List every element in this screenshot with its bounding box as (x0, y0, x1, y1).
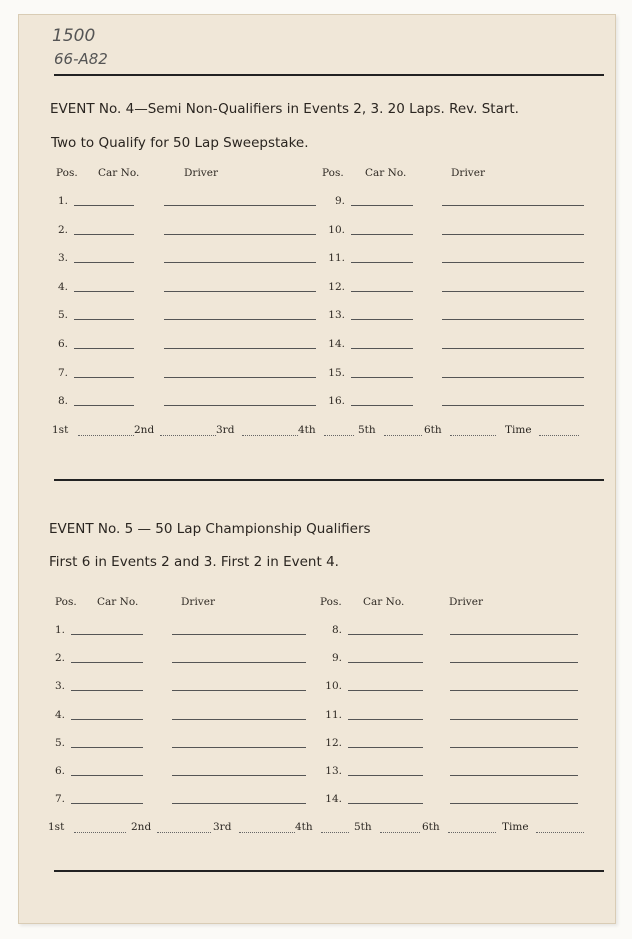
event5-pos-number: 12. (325, 736, 342, 749)
event5-car-number-field[interactable] (71, 634, 143, 635)
event5-finish-label: Time (502, 821, 529, 833)
event4-finish-field[interactable] (160, 435, 216, 436)
event4-driver-field[interactable] (164, 262, 316, 263)
event4-driver-field[interactable] (442, 319, 584, 320)
event4-pos-header-right: Pos. (322, 167, 344, 179)
event4-pos-number: 13. (328, 309, 345, 322)
event5-driver-field[interactable] (450, 662, 578, 663)
event5-finish-field[interactable] (536, 832, 584, 833)
event5-driver-field[interactable] (172, 634, 306, 635)
event5-finish-label: 6th (422, 821, 440, 833)
event4-car-number-field[interactable] (351, 262, 413, 263)
event5-pos-number: 6. (54, 765, 65, 777)
event4-subtitle: Two to Qualify for 50 Lap Sweepstake. (51, 135, 309, 151)
event5-pos-number: 13. (325, 765, 342, 777)
event4-driver-field[interactable] (442, 348, 584, 349)
event4-finish-field[interactable] (324, 435, 354, 436)
event5-driver-field[interactable] (450, 634, 578, 635)
event4-driver-field[interactable] (442, 234, 584, 235)
event5-car-number-field[interactable] (348, 662, 423, 663)
event5-car-number-field[interactable] (71, 803, 143, 804)
event4-finish-field[interactable] (450, 435, 496, 436)
event4-pos-number: 5. (57, 309, 68, 322)
event5-finish-field[interactable] (321, 832, 349, 833)
event5-car-number-field[interactable] (71, 662, 143, 663)
event4-finish-field[interactable] (242, 435, 298, 436)
event4-pos-number: 6. (57, 338, 68, 350)
event5-bottom-rule (54, 870, 604, 872)
event4-finish-label: 5th (358, 424, 376, 436)
event4-car-number-field[interactable] (351, 348, 413, 349)
event4-car-header-left: Car No. (98, 167, 140, 179)
event4-finish-label: 3rd (216, 424, 235, 436)
event5-pos-number: 5. (54, 736, 65, 749)
event5-car-number-field[interactable] (348, 747, 423, 748)
event5-car-number-field[interactable] (71, 719, 143, 720)
event5-driver-field[interactable] (450, 690, 578, 691)
event5-driver-field[interactable] (450, 803, 578, 804)
event5-car-number-field[interactable] (348, 634, 423, 635)
event4-finish-label: 4th (298, 424, 316, 436)
event4-car-number-field[interactable] (74, 234, 134, 235)
event4-car-number-field[interactable] (351, 291, 413, 292)
event4-car-number-field[interactable] (351, 205, 413, 206)
event5-driver-field[interactable] (450, 747, 578, 748)
event5-car-number-field[interactable] (348, 719, 423, 720)
handwritten-note-1: 1500 (52, 26, 96, 46)
event5-driver-field[interactable] (172, 662, 306, 663)
event5-pos-number: 7. (54, 793, 65, 806)
event4-pos-number: 14. (328, 338, 345, 350)
event5-pos-header-left: Pos. (55, 596, 77, 608)
event4-bottom-rule (54, 479, 604, 481)
event4-pos-number: 1. (57, 195, 68, 207)
event5-driver-field[interactable] (172, 803, 306, 804)
event4-car-number-field[interactable] (74, 262, 134, 263)
event4-car-number-field[interactable] (74, 291, 134, 292)
event5-pos-number: 11. (325, 708, 342, 721)
event5-car-number-field[interactable] (71, 690, 143, 691)
event4-driver-header-left: Driver (184, 167, 218, 179)
event5-car-header-right: Car No. (363, 596, 405, 608)
event4-driver-field[interactable] (442, 377, 584, 378)
event4-finish-field[interactable] (384, 435, 422, 436)
event5-finish-field[interactable] (380, 832, 420, 833)
event4-finish-label: 2nd (134, 424, 155, 436)
event4-finish-field[interactable] (78, 435, 134, 436)
event4-driver-field[interactable] (442, 405, 584, 406)
event4-car-header-right: Car No. (365, 167, 407, 179)
event4-pos-number: 3. (57, 252, 68, 265)
event4-car-number-field[interactable] (74, 405, 134, 406)
event4-car-number-field[interactable] (74, 377, 134, 378)
event5-pos-number: 14. (325, 793, 342, 806)
event5-driver-field[interactable] (450, 719, 578, 720)
event5-pos-number: 3. (54, 680, 65, 693)
event5-pos-header-right: Pos. (320, 596, 342, 608)
event5-title: EVENT No. 5 — 50 Lap Championship Qualifiers (49, 521, 371, 537)
event5-car-number-field[interactable] (348, 775, 423, 776)
event4-car-number-field[interactable] (351, 319, 413, 320)
event5-pos-number: 10. (325, 680, 342, 693)
event5-finish-label: 1st (48, 821, 65, 833)
event5-car-number-field[interactable] (71, 747, 143, 748)
event5-finish-field[interactable] (239, 832, 295, 833)
event5-finish-field[interactable] (448, 832, 496, 833)
event5-driver-field[interactable] (450, 775, 578, 776)
event5-finish-field[interactable] (157, 832, 211, 833)
program-page (18, 14, 616, 924)
event5-car-number-field[interactable] (71, 775, 143, 776)
event4-pos-number: 4. (57, 280, 68, 293)
event4-pos-number: 15. (328, 366, 345, 379)
event4-pos-number: 7. (57, 366, 68, 379)
event4-driver-field[interactable] (164, 234, 316, 235)
handwritten-note-2: 66-A82 (54, 50, 108, 68)
event4-pos-number: 11. (328, 252, 345, 265)
event4-driver-field[interactable] (442, 291, 584, 292)
event4-finish-label: 1st (52, 424, 69, 436)
event4-pos-header-left: Pos. (56, 167, 78, 179)
event4-pos-number: 10. (328, 223, 345, 236)
event5-car-header-left: Car No. (97, 596, 139, 608)
event5-subtitle: First 6 in Events 2 and 3. First 2 in Event 4. (49, 554, 339, 570)
event5-finish-field[interactable] (74, 832, 126, 833)
event5-car-number-field[interactable] (348, 690, 423, 691)
event5-driver-field[interactable] (172, 747, 306, 748)
event5-pos-number: 8. (331, 624, 342, 636)
event4-pos-number: 2. (57, 223, 68, 236)
event4-pos-number: 16. (328, 395, 345, 408)
event4-driver-field[interactable] (164, 205, 316, 206)
event4-driver-field[interactable] (164, 319, 316, 320)
event5-finish-label: 2nd (131, 821, 152, 833)
event5-pos-number: 4. (54, 708, 65, 721)
event4-driver-field[interactable] (164, 405, 316, 406)
event4-driver-field[interactable] (442, 205, 584, 206)
event4-finish-label: 6th (424, 424, 442, 436)
event4-finish-field[interactable] (539, 435, 579, 436)
event4-pos-number: 12. (328, 280, 345, 293)
event4-finish-label: Time (505, 424, 532, 436)
event4-driver-field[interactable] (442, 262, 584, 263)
event4-pos-number: 9. (334, 195, 345, 207)
event5-driver-header-right: Driver (449, 596, 483, 608)
event4-car-number-field[interactable] (74, 348, 134, 349)
event4-driver-field[interactable] (164, 377, 316, 378)
event4-car-number-field[interactable] (351, 405, 413, 406)
event5-pos-number: 2. (54, 652, 65, 665)
event5-pos-number: 1. (54, 624, 65, 636)
event4-pos-number: 8. (57, 395, 68, 408)
top-rule (54, 74, 604, 76)
event5-driver-field[interactable] (172, 775, 306, 776)
event4-car-number-field[interactable] (351, 377, 413, 378)
event5-driver-field[interactable] (172, 690, 306, 691)
event5-pos-number: 9. (331, 652, 342, 665)
event4-car-number-field[interactable] (74, 205, 134, 206)
event4-driver-field[interactable] (164, 348, 316, 349)
event4-driver-header-right: Driver (451, 167, 485, 179)
event5-finish-label: 5th (354, 821, 372, 833)
event4-car-number-field[interactable] (351, 234, 413, 235)
event4-title: EVENT No. 4—Semi Non-Qualifiers in Events 2, 3. 20 Laps. Rev. Start. (50, 101, 519, 117)
event5-finish-label: 3rd (213, 821, 232, 833)
event4-car-number-field[interactable] (74, 319, 134, 320)
event4-driver-field[interactable] (164, 291, 316, 292)
event5-driver-field[interactable] (172, 719, 306, 720)
event5-finish-label: 4th (295, 821, 313, 833)
event5-car-number-field[interactable] (348, 803, 423, 804)
event5-driver-header-left: Driver (181, 596, 215, 608)
